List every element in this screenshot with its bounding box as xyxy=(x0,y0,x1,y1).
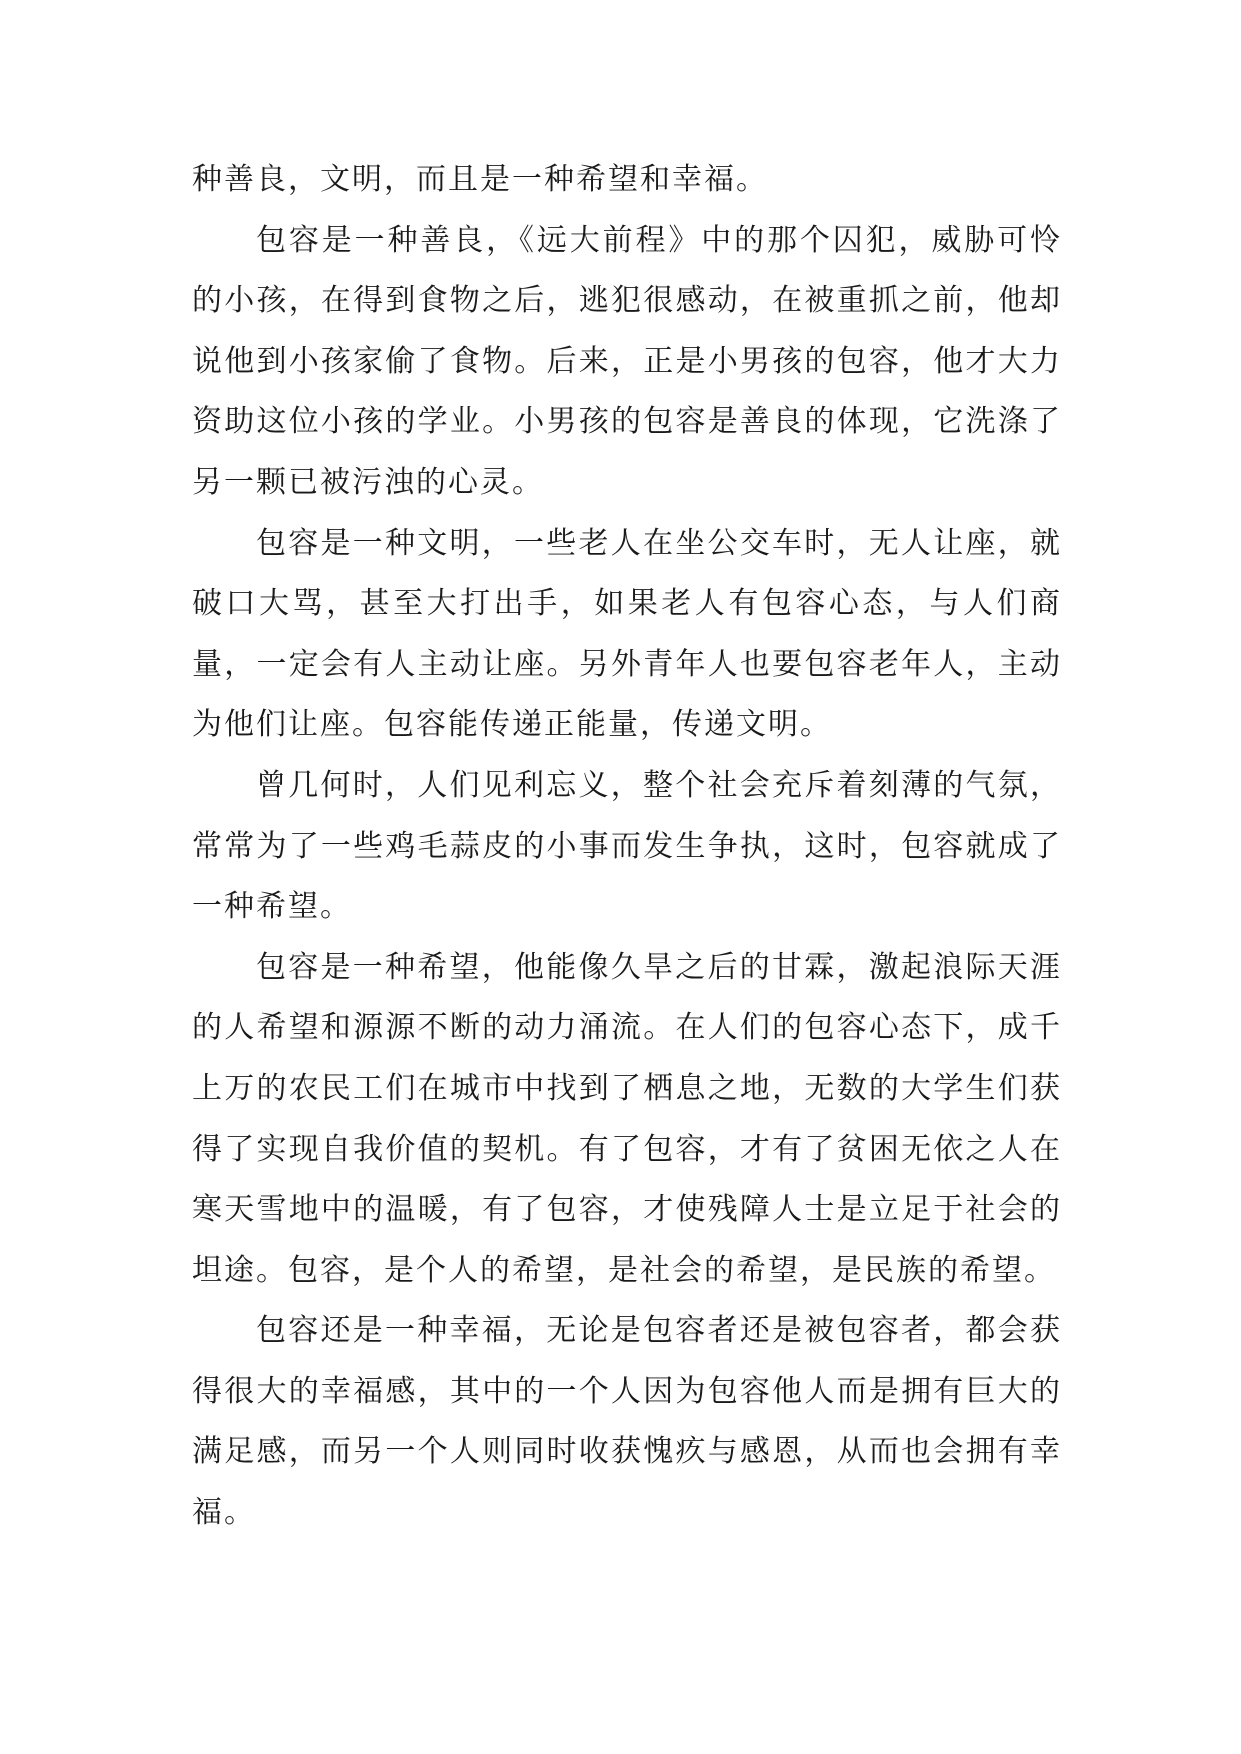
paragraph-continuation: 种善良，文明，而且是一种希望和幸福。 xyxy=(192,162,768,197)
body-text xyxy=(192,150,1062,1544)
paragraph-happiness: 包容还是一种幸福，无论是包容者还是被包容者，都会获得很大的幸福感，其中的一个人因为包容他人而是拥有巨大的满足感，而另一个人则同时收获愧疚与感恩，从而也会拥有幸福。 xyxy=(192,1313,1062,1531)
paragraph-once-upon-a-time: 曾几何时，人们见利忘义，整个社会充斥着刻薄的气氛，常常为了一些鸡毛蒜皮的小事而发生争执，这时，包容就成了一种希望。 xyxy=(192,767,1062,925)
paragraph-kindness: 包容是一种善良，《远大前程》中的那个囚犯，威胁可怜的小孩，在得到食物之后，逃犯很感动，在被重抓之前，他却说他到小孩家偷了食物。后来，正是小男孩的包容，他才大力资助这位小孩的学业。小男孩的包容是善良的体现，它洗涤了另一颗已被污浊的心灵。 xyxy=(192,222,1062,500)
paragraph-hope: 包容是一种希望，他能像久旱之后的甘霖，激起浪际天涯的人希望和源源不断的动力涌流。在人们的包容心态下，成千上万的农民工们在城市中找到了栖息之地，无数的大学生们获得了实现自我价值的契机。有了包容，才有了贫困无依之人在寒天雪地中的温暖，有了包容，才使残障人士是立足于社会的坦途。包容，是个人的希望，是社会的希望，是民族的希望。 xyxy=(192,949,1062,1288)
paragraph-civility: 包容是一种文明，一些老人在坐公交车时，无人让座，就破口大骂，甚至大打出手，如果老人有包容心态，与人们商量，一定会有人主动让座。另外青年人也要包容老年人，主动为他们让座。包容能传递正能量，传递文明。 xyxy=(192,525,1062,743)
